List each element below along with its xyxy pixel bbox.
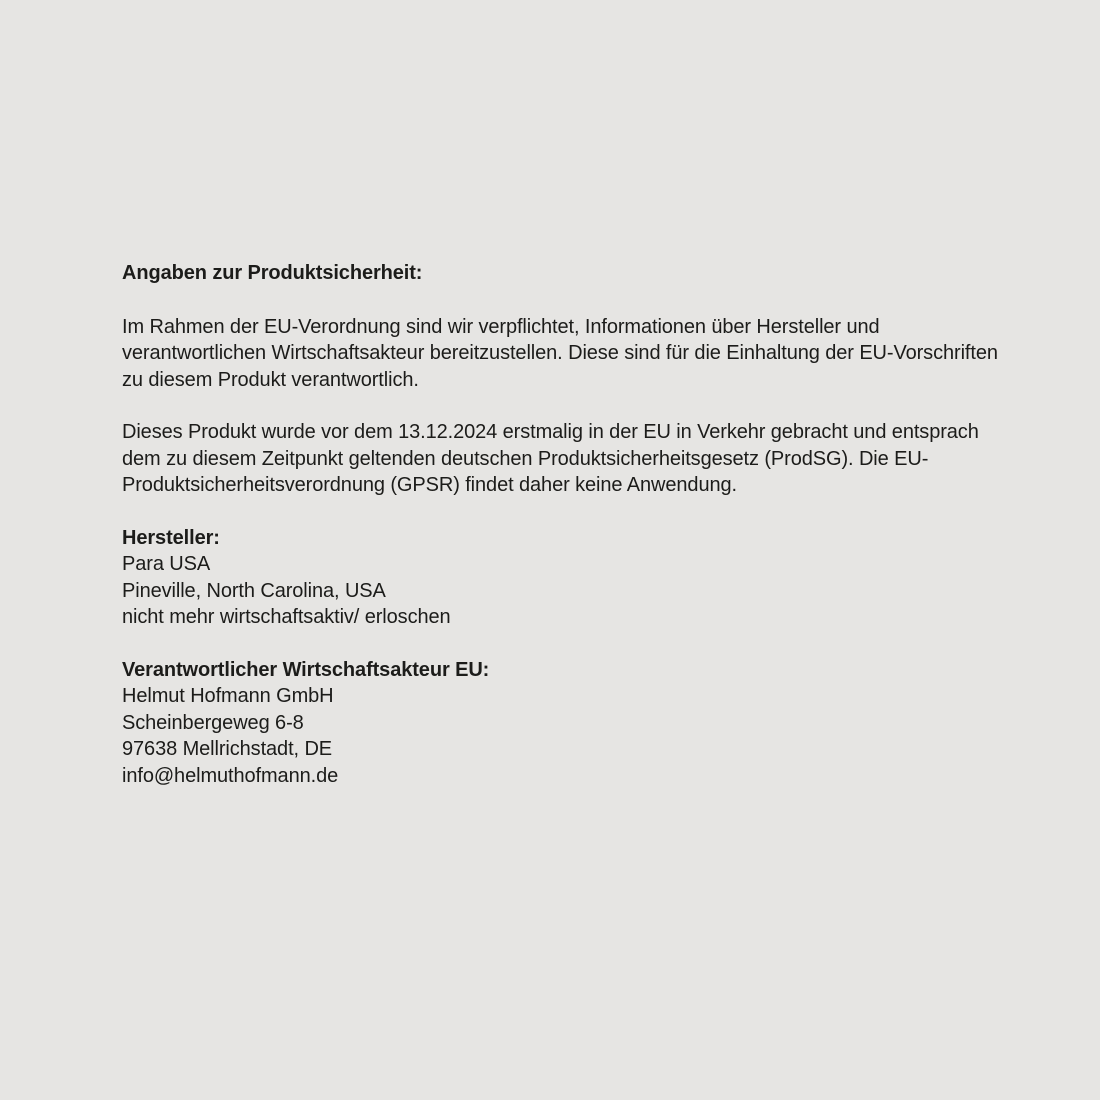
manufacturer-name: Para USA xyxy=(122,553,211,575)
product-safety-info xyxy=(122,260,1002,815)
responsible-actor-name: Helmut Hofmann GmbH xyxy=(122,685,334,707)
responsible-actor-block xyxy=(122,657,1002,790)
page-title: Angaben zur Produktsicherheit: xyxy=(122,262,423,284)
responsible-actor-street: Scheinbergeweg 6-8 xyxy=(122,711,304,734)
manufacturer-block xyxy=(122,525,1002,631)
eu-regulation-paragraph: Im Rahmen der EU-Verordnung sind wir verpflichtet, Informationen über Hersteller und verantwortlichen Wirtschaftsakteur bereitzustellen. Diese sind für die Einhaltung der EU-Vorschriften zu diesem Produkt verantwortlich. xyxy=(122,315,998,391)
manufacturer-heading: Hersteller: xyxy=(122,526,220,549)
prodsg-gpsr-paragraph: Dieses Produkt wurde vor dem 13.12.2024 erstmalig in der EU in Verkehr gebracht und entsprach dem zu diesem Zeitpunkt geltenden deutschen Produktsicherheitsgesetz (ProdSG). Die EU-Produktsicherheitsverordnung (GPSR) findet daher keine Anwendung. xyxy=(122,421,979,496)
responsible-actor-email: info@helmuthofmann.de xyxy=(122,764,339,787)
responsible-actor-heading: Verantwortlicher Wirtschaftsakteur EU: xyxy=(122,658,490,681)
manufacturer-status: nicht mehr wirtschaftsaktiv/ erloschen xyxy=(122,606,451,628)
manufacturer-location: Pineville, North Carolina, USA xyxy=(122,579,386,602)
responsible-actor-city: 97638 Mellrichstadt, DE xyxy=(122,738,333,760)
